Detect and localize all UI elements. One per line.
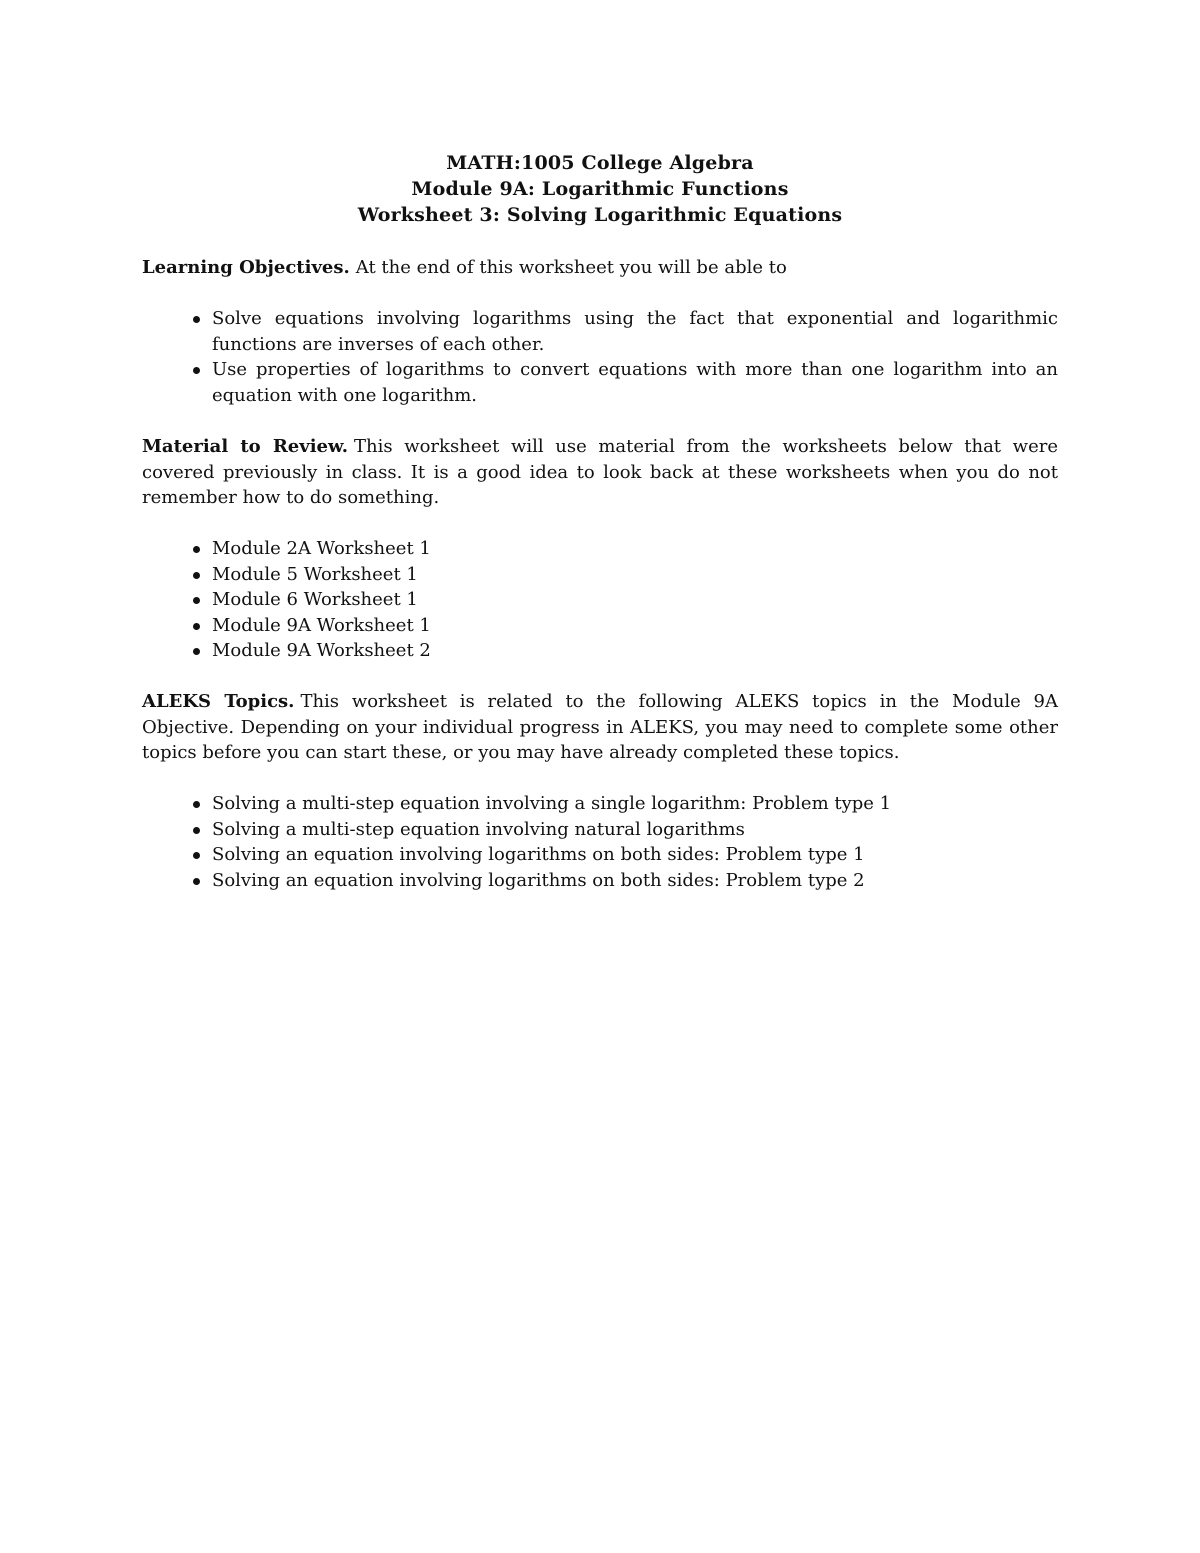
bullet-icon — [193, 316, 200, 323]
aleks-topics-intro: This worksheet is related to the following ALEKS topics in the Module 9A Objective. Depending on your individual progress in ALEKS, you may need to complete some other topics before you can start these, or you may have already completed these topics. — [142, 691, 1058, 763]
material-to-review-heading: Material to Review. — [142, 436, 348, 457]
title-block — [0, 150, 1200, 228]
bullet-icon — [193, 367, 200, 374]
bullet-icon — [193, 546, 200, 553]
material-to-review-intro: This worksheet will use material from the worksheets below that were covered previously in class. It is a good idea to look back at these worksheets when you do not remember how to do something. — [142, 436, 1058, 508]
list-item: Module 9A Worksheet 2 — [190, 638, 1058, 664]
learning-objectives-intro: At the end of this worksheet you will be able to — [355, 257, 787, 278]
aleks-topics-list — [190, 791, 1058, 893]
bullet-icon — [193, 597, 200, 604]
module-title: Module 9A: Logarithmic Functions — [411, 178, 789, 200]
list-item: Solving an equation involving logarithms on both sides: Problem type 1 — [190, 842, 1058, 868]
learning-objectives-section — [142, 255, 1058, 281]
learning-objectives-heading: Learning Objectives. — [142, 257, 350, 278]
material-to-review-list — [190, 536, 1058, 664]
list-item: Module 9A Worksheet 1 — [190, 613, 1058, 639]
material-to-review-section — [142, 434, 1058, 511]
list-item: Solving an equation involving logarithms on both sides: Problem type 2 — [190, 868, 1058, 894]
bullet-icon — [193, 623, 200, 630]
list-item: Solving a multi-step equation involving a single logarithm: Problem type 1 — [190, 791, 1058, 817]
worksheet-title: Worksheet 3: Solving Logarithmic Equations — [357, 204, 843, 226]
bullet-icon — [193, 878, 200, 885]
list-item: Module 6 Worksheet 1 — [190, 587, 1058, 613]
bullet-icon — [193, 827, 200, 834]
aleks-topics-heading: ALEKS Topics. — [142, 691, 295, 712]
bullet-icon — [193, 852, 200, 859]
course-title: MATH:1005 College Algebra — [446, 152, 754, 174]
bullet-icon — [193, 648, 200, 655]
list-item: Solve equations involving logarithms using the fact that exponential and logarithmic functions are inverses of each other. — [190, 306, 1058, 357]
bullet-icon — [193, 801, 200, 808]
list-item: Use properties of logarithms to convert equations with more than one logarithm into an equation with one logarithm. — [190, 357, 1058, 408]
aleks-topics-section — [142, 689, 1058, 766]
learning-objectives-list — [190, 306, 1058, 408]
list-item: Solving a multi-step equation involving natural logarithms — [190, 817, 1058, 843]
bullet-icon — [193, 572, 200, 579]
list-item: Module 5 Worksheet 1 — [190, 562, 1058, 588]
list-item: Module 2A Worksheet 1 — [190, 536, 1058, 562]
